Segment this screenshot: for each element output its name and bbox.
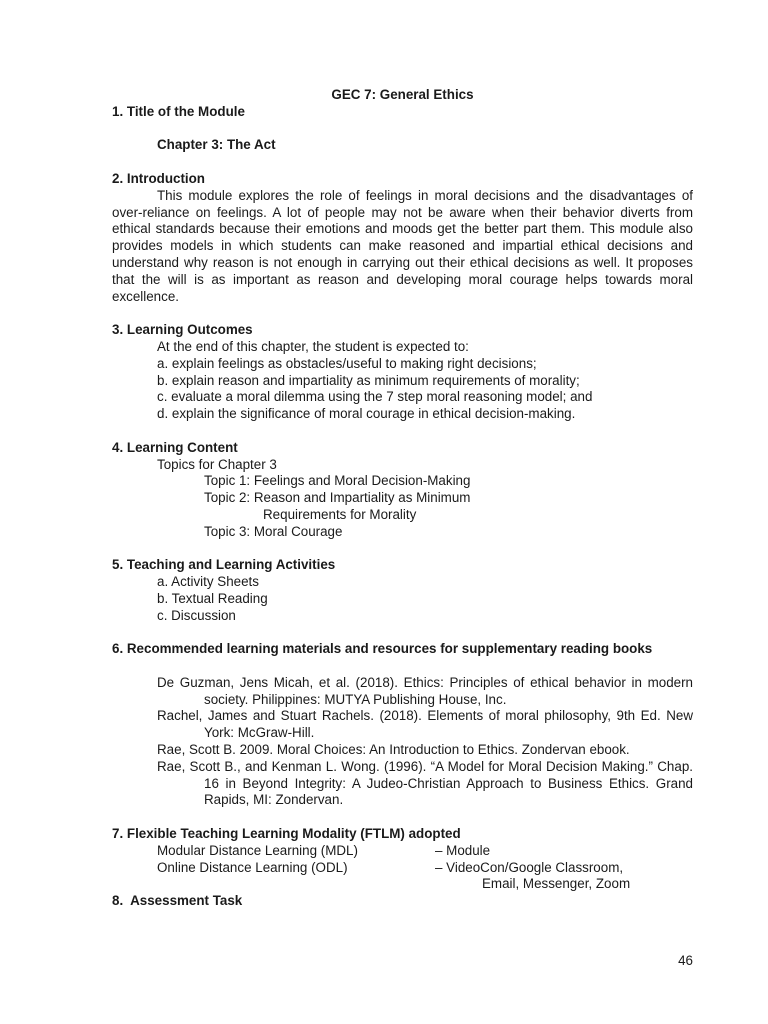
learning-outcome-item: a. explain feelings as obstacles/useful to making right decisions;: [157, 355, 537, 371]
modality-row: [112, 860, 693, 877]
modality-name: Modular Distance Learning (MDL): [157, 842, 358, 858]
activity-item: b. Textual Reading: [157, 590, 268, 606]
modality-tool-continuation: Email, Messenger, Zoom: [482, 876, 631, 892]
reference-item: Rachel, James and Stuart Rachels. (2018). Elements of moral philosophy, 9th Ed. New York: McGraw-Hill.: [157, 708, 693, 741]
section-6-heading: 6. Recommended learning materials and resources for supplementary reading books: [112, 641, 653, 657]
page-number: 46: [678, 953, 693, 968]
section-7-heading: 7. Flexible Teaching Learning Modality (FTLM) adopted: [112, 826, 461, 842]
learning-outcomes-lead: At the end of this chapter, the student is expected to:: [157, 338, 469, 354]
modality-tool: – Module: [435, 842, 491, 858]
topic-item: Topic 2: Reason and Impartiality as Minimum: [204, 490, 471, 506]
modality-row: [112, 843, 693, 860]
modality-name: Online Distance Learning (ODL): [157, 859, 348, 875]
course-title: GEC 7: General Ethics: [331, 87, 474, 102]
learning-outcome-item: b. explain reason and impartiality as minimum requirements of morality;: [157, 372, 580, 388]
reference-item: Rae, Scott B. 2009. Moral Choices: An Introduction to Ethics. Zondervan ebook.: [157, 742, 630, 758]
learning-outcome-item: c. evaluate a moral dilemma using the 7 step moral reasoning model; and: [157, 389, 593, 405]
learning-outcome-item: d. explain the significance of moral courage in ethical decision-making.: [157, 406, 576, 422]
topics-lead: Topics for Chapter 3: [157, 456, 277, 472]
reference-item: Rae, Scott B., and Kenman L. Wong. (1996). “A Model for Moral Decision Making.” Chap. 16 in Beyond Integrity: A Judeo-Christian Approach to Business Ethics. Grand Rapids, MI: Zondervan.: [157, 758, 693, 808]
modality-tool: – VideoCon/Google Classroom,: [435, 859, 624, 875]
topic-item-continuation: Requirements for Morality: [263, 506, 417, 522]
introduction-paragraph: This module explores the role of feelings in moral decisions and the disadvantages of over-reliance on feelings. A lot of people may not be aware when their behavior diverts from ethical standards because their emotions and moods get the better part them. This module also provides models in which students can make reasoned and impartial ethical decisions and understand why reason is not enough in carrying out their ethical decisions as well. It proposes that the will is as important as reason and developing moral courage helps towards moral excellence.: [112, 187, 693, 304]
activity-item: c. Discussion: [157, 607, 236, 623]
section-5-heading: 5. Teaching and Learning Activities: [112, 557, 336, 573]
activity-item: a. Activity Sheets: [157, 574, 259, 590]
chapter-title: Chapter 3: The Act: [157, 137, 276, 153]
section-8-heading: 8. Assessment Task: [112, 893, 243, 909]
section-2-heading: 2. Introduction: [112, 170, 205, 186]
reference-item: De Guzman, Jens Micah, et al. (2018). Ethics: Principles of ethical behavior in modern society. Philippines: MUTYA Publishing House, Inc.: [157, 674, 693, 707]
topic-item: Topic 3: Moral Courage: [204, 523, 343, 539]
section-3-heading: 3. Learning Outcomes: [112, 322, 253, 338]
topic-item: Topic 1: Feelings and Moral Decision-Making: [204, 473, 471, 489]
document-body: [112, 87, 693, 910]
section-4-heading: 4. Learning Content: [112, 439, 238, 455]
section-1-heading: 1. Title of the Module: [112, 103, 245, 119]
